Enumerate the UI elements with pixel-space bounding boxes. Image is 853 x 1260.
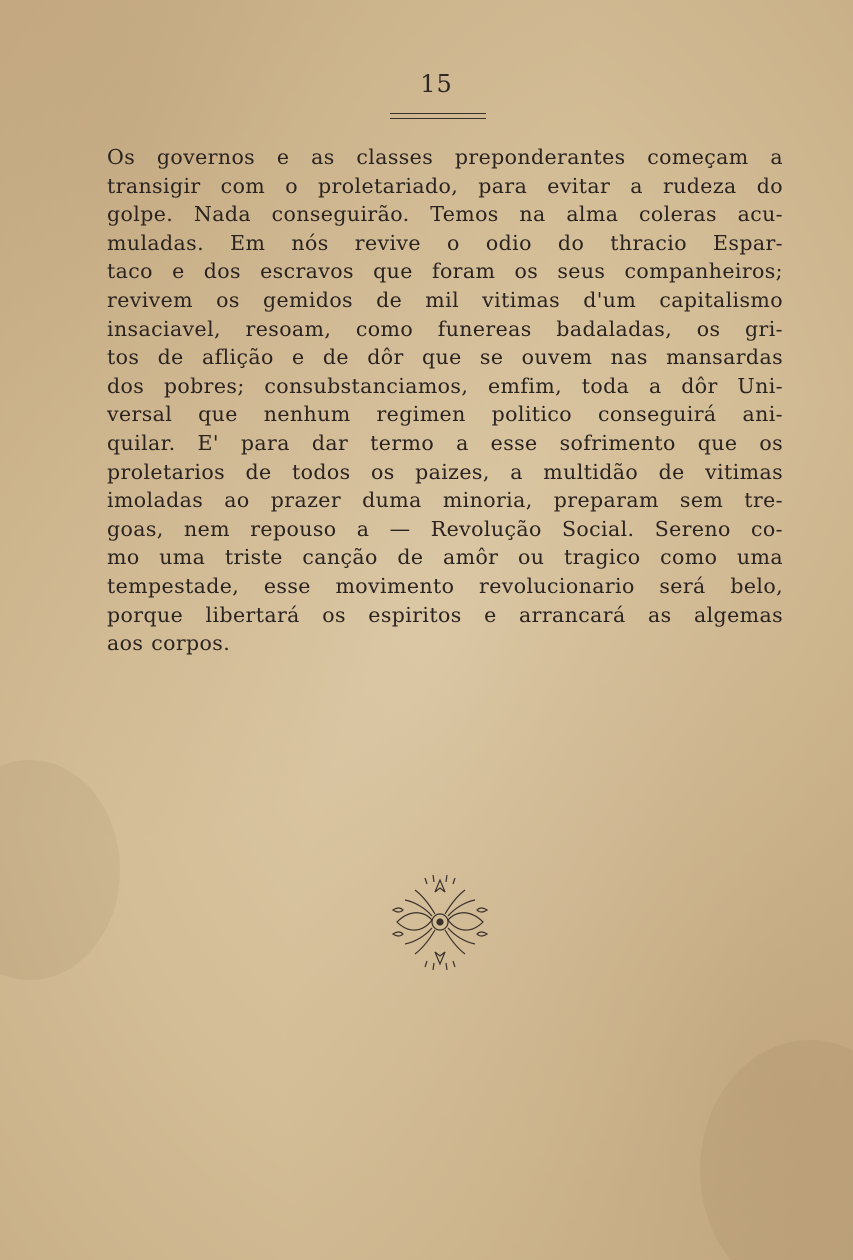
- text-line: Os governos e as classes preponderantes começam a: [107, 145, 783, 169]
- body-text: [107, 143, 783, 658]
- text-line: porque libertará os espiritos e arrancará as algemas: [107, 602, 783, 627]
- header-rule: [390, 113, 486, 119]
- text-line: dos pobres; consubstanciamos, emfim, toda a dôr Uni-: [107, 373, 783, 398]
- text-line: versal que nenhum regimen politico conseguirá ani-: [107, 402, 783, 427]
- text-line: proletarios de todos os paizes, a multidão de vitimas: [107, 459, 783, 484]
- text-line: mo uma triste canção de amôr ou tragico como uma: [107, 545, 783, 570]
- text-line: insaciavel, resoam, como funereas badaladas, os gri-: [107, 316, 783, 341]
- text-line: revivem os gemidos de mil vitimas d'um capitalismo: [107, 287, 783, 312]
- paper-stain: [700, 1040, 853, 1260]
- page-number: 15: [420, 70, 453, 98]
- text-line: taco e dos escravos que foram os seus companheiros;: [107, 259, 783, 284]
- text-line: imoladas ao prazer duma minoria, preparam sem tre-: [107, 488, 783, 513]
- text-line: golpe. Nada conseguirão. Temos na alma coleras acu-: [107, 202, 783, 227]
- text-line: aos corpos.: [107, 631, 231, 656]
- text-line: tos de aflição e de dôr que se ouvem nas mansardas: [107, 345, 783, 370]
- text-line: goas, nem repouso a — Revolução Social. Sereno co-: [107, 516, 783, 541]
- text-line: tempestade, esse movimento revolucionario será belo,: [107, 573, 783, 598]
- text-line: transigir com o proletariado, para evitar a rudeza do: [107, 173, 783, 198]
- text-line: muladas. Em nós revive o odio do thracio Espar-: [107, 230, 783, 255]
- decorative-floral-rosette-icon: [385, 870, 495, 975]
- paper-stain: [0, 760, 120, 980]
- text-line: quilar. E' para dar termo a esse sofrimento que os: [107, 430, 783, 455]
